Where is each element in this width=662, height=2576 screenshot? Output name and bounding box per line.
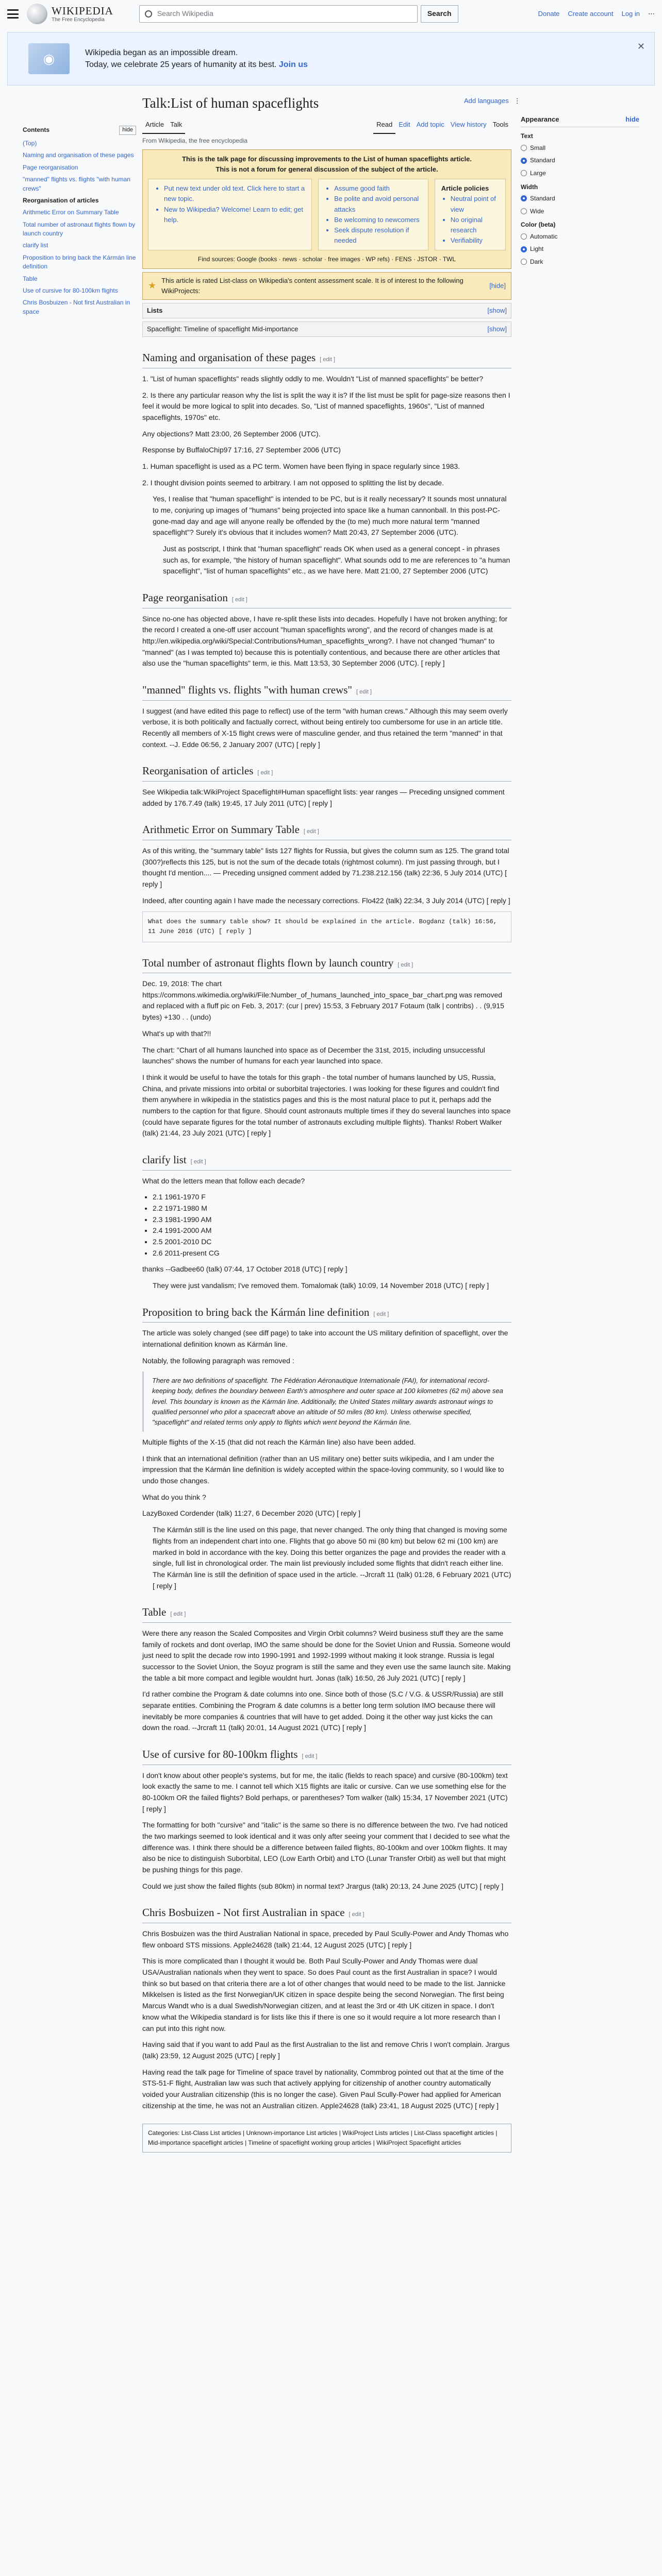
talk-section [142,821,511,942]
talk-section [142,1604,511,1734]
talk-section [142,349,511,577]
color-options [521,232,639,267]
section-edit-link[interactable]: [ edit ] [398,961,413,968]
fundraising-banner [7,32,655,86]
spaceflight-project-label: Spaceflight: Timeline of spaceflight Mid-importance [147,325,299,333]
talk-header-box [142,149,511,269]
talk-section [142,955,511,1139]
search-placeholder: Search Wikipedia [157,9,213,18]
spaceflight-show-link[interactable]: [show] [487,325,507,333]
article-policy-item[interactable]: • Neutral point of view [451,194,499,214]
find-sources-line: Find sources: Google (books · news · scholar · free images · WP refs) · FENS · JSTOR · TWL [197,256,456,263]
banner-image [28,43,70,74]
section-heading-text: "manned" flights vs. flights "with human crews" [142,684,352,697]
toc-item[interactable]: Total number of astronaut flights flown by launch country [23,221,136,238]
toc-item[interactable]: Page reorganisation [23,163,78,171]
toc-item[interactable]: (Top) [23,139,37,147]
page-title: Talk:List of human spaceflights [142,95,319,111]
welcome-box [148,179,312,250]
talk-section [142,1746,511,1892]
section-edit-link[interactable]: [ edit ] [356,689,372,696]
article-policy-item[interactable]: • Verifiability [451,235,499,246]
talk-section [142,1904,511,2111]
search-icon [145,10,152,18]
section-edit-link[interactable]: [ edit ] [303,828,319,835]
comment-paragraph: The article was solely changed (see diff page) to take into account the US military definition of spaceflight, over the international definition known as Kármán line. [142,1329,508,1348]
appearance-header [521,114,639,127]
decade-list-item: • 2.3 1981-1990 AM [153,1214,511,1226]
from-wikipedia-tagline: From Wikipedia, the free encyclopedia [142,137,248,144]
comment-paragraph: Having read the talk page for Timeline of space travel by nationality, Commbrog pointed out that at the time of the STS-51-F flight, Australian law was such that actively applying for citizenship of another country automatically voided your Australian citizenship (this is no longer the case). Given Paul Scully-Power had applied for American citizenship at the time, he was not an Australian citizen. Apple24628 (talk) 23:41, 18 August 2025 (UTC) [ reply ] [142,2067,504,2110]
section-heading [142,1746,511,1765]
comment-paragraph: The formatting for both "cursive" and "italic" is the same so there is no difference between the two. I've had noticed the two markings seemed to look identical and it was only after seeing your comment that I decided to see what the difference was. I think there should be a difference between failed flights, 80-100km and over 100km flights. It may also be nice to distinguish Suborbital, LEO (Low Earth Orbit) and LTO (Lunar Transfer Orbit) as well but that might be pushing things for this page. [142,1821,510,1874]
section-heading-text: Proposition to bring back the Kármán line definition [142,1306,370,1318]
talk-section [142,1304,511,1592]
policy-item[interactable]: • Be welcoming to newcomers [334,215,422,225]
tab-history[interactable]: View history [450,121,487,128]
decade-list-item: • 2.4 1991-2000 AM [153,1225,511,1236]
section-heading-text: Total number of astronaut flights flown by launch country [142,956,394,969]
section-heading-text: clarify list [142,1154,187,1166]
talk-header-line-2: This is not a forum for general discussion of the subject of the article. [216,165,438,174]
banner-join-link[interactable]: Join us [278,60,308,69]
comment-paragraph: Dec. 19, 2018: The chart https://commons.wikimedia.org/wiki/File:Number_of_humans_launched_into_space_bar_chart.png was removed and replaced with a fluff pic on Feb. 3, 2017: (cur | prev) 15:53, 3 February 2017 Fotaum (talk | contribs) . . (9,915 bytes) +130 . . (undo) [142,979,504,1022]
comment-paragraph: I don't know about other people's systems, but for me, the italic (fields to reach space) and cursive (80-100km) text look exactly the same to me. I cannot tell which X15 flights are italic or cursive. Can we use something else for the 80-100km OR the failed flights? Bold perhaps, or parentheses? Tom walker (talk) 15:34, 17 November 2021 (UTC) [ reply ] [142,1771,508,1813]
section-heading-text: Naming and organisation of these pages [142,351,316,364]
comment-paragraph: Since no-one has objected above, I have re-split these lists into decades. Hopefully I have not broken anything; for the record I created a one-off user account "human spaceflights wrong", and the record of changes made is at http://en.wikipedia.org/wiki/Special:Contributions/Human_spaceflights_wrong?. I have not changed "human" to "manned" (as I was tempted to) because this is potentially contentious, and because there are other articles that also use the "human spaceflights" term, ie this. Matt 13:53, 30 September 2006 (UTC). [ reply ] [142,614,508,668]
section-heading-text: Reorganisation of articles [142,765,254,777]
section-heading-text: Use of cursive for 80-100km flights [142,1748,298,1761]
width-options [521,194,639,216]
section-heading [142,1904,511,1923]
spaceflight-project-bar [142,321,511,337]
policy-box [318,179,428,250]
text-size-label: Small [530,144,546,151]
width-radio[interactable] [521,207,639,216]
decade-list [142,1192,511,1259]
radio-dot [521,158,527,164]
table-of-contents [23,126,136,319]
logo-title: WIKIPEDIA [52,4,113,17]
section-edit-link[interactable]: [ edit ] [373,1311,389,1317]
color-radio[interactable] [521,257,639,267]
toc-hide-button[interactable]: hide [119,126,136,135]
banner-line-1: Wikipedia began as an impossible dream. [85,48,238,57]
talk-section [142,1151,511,1292]
talk-header-welcome [148,179,506,250]
comment-paragraph: Indeed, after counting again I have made the necessary corrections. Flo422 (talk) 22:34, 3 July 2014 (UTC) [ reply ] [142,896,510,905]
toc-item[interactable]: Reorganisation of articles [23,196,99,204]
comment-paragraph: I think it would be useful to have the totals for this graph - the total number of humans launched by US, Russia, China, and private missions into orbital or suborbital trajectories. I was looking for these figures and couldn't find them anywhere in wikipedia in the statistics pages and this is the most natural place to put it, perhaps add the numbers to the caption for that figure. Should count astronauts multiple times if they do several launches into space (could have separate figures for the total number of astronauts excluding multiple flights). Thanks! Robert Walker (talk) 21:44, 23 July 2021 (UTC) [ reply ] [142,1073,511,1138]
comment-paragraph: Multiple flights of the X-15 (that did not reach the Kármán line) also have been added. [142,1438,416,1447]
section-heading-text: Chris Bosbuizen - Not first Australian in space [142,1906,345,1919]
comment-paragraph: Any objections? Matt 23:00, 26 September 2006 (UTC). [142,429,321,438]
lists-project-label: Lists [147,307,163,314]
comment-paragraph: 2. I thought division points seemed to arbitrary. I am not opposed to splitting the list by decade. [142,478,444,487]
color-label: Dark [530,258,543,266]
article-policy-list [441,194,499,246]
comment-paragraph: 1. "List of human spaceflights" reads slightly oddly to me. Wouldn't "List of manned spaceflights" be better? [142,374,484,383]
section-heading [142,1604,511,1623]
comment-paragraph: See Wikipedia talk:WikiProject Spaceflight#Human spaceflight lists: year ranges — Preceding unsigned comment added by 176.7.49 (talk) 19:45, 17 July 2011 (UTC) [ reply ] [142,787,505,807]
talk-sections [142,349,511,2111]
main-menu-icon[interactable] [7,9,19,19]
section-heading [142,589,511,608]
radio-dot [521,259,527,265]
section-heading-text: Arithmetic Error on Summary Table [142,823,300,836]
width-radio[interactable] [521,194,639,204]
section-edit-link[interactable]: [ edit ] [320,357,336,363]
comment-paragraph: I'd rather combine the Program & date columns into one. Since both of those (S.C / V.G. & USSR/Russia) are still separate entities. Combining the Program & date columns is a better long term solution IMO because there will inevitably be more companies & countries that will have to get added. Doing it the other way just kicks the can down the road. --Jrcraft 11 (talk) 20:01, 14 August 2021 (UTC) [ reply ] [142,1690,504,1732]
lists-show-link[interactable]: [show] [487,307,507,314]
toc-list [23,139,136,316]
comment-paragraph: Having said that if you want to add Paul as the first Australian to the list and remove Chris I won't complain. Jrargus (talk) 23:59, 12 August 2025 (UTC) [ reply ] [142,2040,510,2060]
section-edit-link[interactable]: [ edit ] [302,1753,318,1760]
toc-item[interactable]: Table [23,275,38,282]
width-label: Standard [530,195,555,202]
decade-list-item: • 2.1 1961-1970 F [153,1192,511,1203]
decade-list-item: • 2.2 1971-1980 M [153,1203,511,1214]
section-heading [142,821,511,840]
policy-item[interactable]: • Be polite and avoid personal attacks [334,194,422,214]
page-tabs [142,116,511,134]
toc-item[interactable]: Arithmetic Error on Summary Table [23,209,119,216]
radio-dot [521,170,527,176]
wikiproject-box [142,272,511,300]
comment-paragraph: They were just vandalism; I've removed them. Tomalomak (talk) 10:09, 14 November 2018 (UTC) [ reply ] [153,1281,489,1290]
tab-talk[interactable]: Talk [167,116,185,134]
color-radio[interactable] [521,244,639,254]
title-more-icon[interactable]: ⋮ [514,97,521,105]
color-radio[interactable] [521,232,639,242]
welcome-item[interactable]: • New to Wikipedia? Welcome! Learn to edit; get help. [164,205,305,225]
tabs-spacer [185,116,373,134]
logo-tagline: The Free Encyclopedia [52,17,105,23]
title-tools [464,96,521,106]
tab-article[interactable]: Article [142,116,167,134]
tab-read[interactable]: Read [373,116,395,134]
lists-project-bar [142,303,511,318]
toc-item[interactable]: clarify list [23,242,48,249]
personal-tools [538,9,655,19]
comment-paragraph: 2. Is there any particular reason why the list is split the way it is? If the list must be split for page-size reasons then I feel it would be more logical to split into decades. So, "List of manned spaceflights, 1960s", "List of manned spaceflights, 1970s" etc. [142,391,510,421]
appearance-hide-button[interactable]: hide [625,115,639,123]
section-heading [142,349,511,368]
comment-paragraph: Were there any reason the Scaled Composites and Virgin Orbit columns? Weird business stuff they are the same family of rockets and dont overlap, IMO the same should be done for the Soviet Union and Russia. Someone would just need to split the decade row into 1990-1991 and 1992-1999 without making it look strange. Russia is legal successor to the Soviet Union, the Soyuz program is still the same and they even use the same launch site. Making the table a bit more compact and legible wouldnt hurt. Jonas (talk) 16:50, 26 July 2021 (UTC) [ reply ] [142,1629,511,1682]
toc-title: Contents [23,126,49,133]
width-label: Wide [530,207,544,215]
text-size-radio[interactable] [521,168,639,178]
indented-reply: Just as postscript, I think that "human spaceflight" reads OK when used as a general concept - in phrases such as, for example, "the history of human spaceflight". What sounds odd to me are references to "a human spaceflight", "list of human spaceflights" etc., as we have here. Matt 21:00, 27 September 2006 (UTC) [163,545,510,575]
wikipedia-wordmark[interactable] [52,5,113,23]
radio-dot [521,246,527,252]
welcome-list [155,183,305,225]
donate-link[interactable]: Donate [538,9,560,18]
radio-dot [521,233,527,240]
appearance-panel [521,114,639,270]
radio-dot [521,145,527,151]
radio-dot [521,195,527,201]
close-icon[interactable]: ✕ [637,41,645,52]
policy-list [325,183,422,246]
site-header [0,0,662,28]
toc-item[interactable]: Chris Bosbuizen - Not first Australian in space [23,299,130,315]
section-heading [142,1304,511,1323]
section-edit-link[interactable]: [ edit ] [349,1911,365,1918]
talk-header-line-1: This is the talk page for discussing improvements to the List of human spaceflights article. [181,155,472,163]
add-languages-button[interactable]: Add languages [464,97,509,105]
article-policies-label: Article policies [441,184,489,193]
section-edit-link[interactable]: [ edit ] [231,597,247,603]
banner-line-2: Today, we celebrate 25 years of humanity at its best. [85,60,277,69]
indented-reply: Yes, I realise that "human spaceflight" is intended to be PC, but is it really necessary? It sounds most unnatural to me, conjuring up images of "humans" being projected into space like a human cannonball. In this post-PC-gone-mad day and age will anyone really be offended by the (to me) much more natural term "manned spaceflight"? Surely it's obvious that it includes women? Matt 20:43, 27 September 2006 (UTC). [153,495,507,537]
article-policies-box [435,179,506,250]
comment-paragraph: 1. Human spaceflight is used as a PC term. Women have been flying in space regularly since 1983. [142,462,460,470]
comment-paragraph: What's up with that?!! [142,1029,211,1038]
category-links[interactable]: Categories: List-Class List articles | Unknown-importance List articles | WikiProject Lists articles | List-Class spaceflight articles | Mid-importance spaceflight articles | Timeline of spaceflight working group articles | WikiProject Spaceflight articles [142,2124,511,2152]
tab-edit[interactable]: Edit [399,121,410,128]
text-size-radio[interactable] [521,156,639,165]
create-account-link[interactable]: Create account [568,9,614,18]
tab-add-topic[interactable]: Add topic [416,121,444,128]
text-size-label: Large [530,169,546,177]
toc-header [23,126,136,135]
banner-text [85,47,308,71]
appearance-title: Appearance [521,115,559,123]
section-heading [142,682,511,701]
comment-paragraph: The Kármán still is the line used on this page, that never changed. The only thing that changed is moving some flights from an independent chart into one. Flights that go above 50 mi (80 km) but below 62 mi (100 km) are marked in bold in accordance with the key. Doing this better organizes the page and provides the reader with a single, full list in chronological order. The main list previously included some flights that didn't reach either line. The Kármán line is still the definition of space used in the article. --Jrcraft 11 (talk) 01:28, 6 February 2021 (UTC) [ reply ] [153,1526,511,1590]
policy-item[interactable]: • Assume good faith [334,183,422,194]
comment-paragraph: I think that an international definition (rather than an US military one) better suits wikipedia, and I am under the impression that the Kármán line definition is widely accepted within the space-loving community, so I would like to undo those changes. [142,1454,504,1485]
code-comment: What does the summary table show? It should be explained in the article. Bogdanz (talk) 16:56, 11 June 2016 (UTC) [ reply ] [142,911,511,942]
welcome-item[interactable]: • Put new text under old text. Click here to start a new topic. [164,183,305,204]
text-size-label: Text [521,132,533,140]
toc-item[interactable]: Use of cursive for 80-100km flights [23,287,118,295]
section-heading [142,955,511,974]
main-content [142,149,511,2153]
talk-section [142,762,511,809]
article-policy-item[interactable]: • No original research [451,215,499,235]
section-heading-text: Page reorganisation [142,591,228,604]
comment-paragraph: Chris Bosbuizen was the third Australian National in space, preceded by Paul Scully-Power and Andy Thomas who flew onboard STS missions. Apple24628 (talk) 21:44, 12 August 2025 (UTC) [ reply ] [142,1929,509,1949]
globe-icon: ◉ [43,50,55,66]
comment-paragraph: The chart: "Chart of all humans launched into space as of December the 31st, 2015, including unsuccessful launches" shows the number of humans for each year launched into space. [142,1045,485,1065]
radio-dot [521,208,527,214]
color-label: Light [530,245,544,253]
comment-paragraph: What do the letters mean that follow each decade? [142,1176,305,1185]
color-label: Color (beta) [521,221,556,229]
wikiproject-text: This article is rated List-class on Wikipedia's content assessment scale. It is of interest to the following WikiProjects: [161,276,464,295]
comment-paragraph: As of this writing, the "summary table" lists 127 flights for Russia, but gives the column sum as 125. The grand total (300?)reflects this 125, but is not the sum of the decade totals (rightmost column). I'm just passing through, but I thought I'd mention.... — Preceding unsigned comment added by 71.238.212.156 (talk) 22:36, 5 July 2014 (UTC) [ reply ] [142,846,509,888]
talk-section [142,682,511,750]
comment-paragraph: What do you think ? [142,1493,206,1501]
section-heading [142,1151,511,1171]
talk-section [142,589,511,669]
section-edit-link[interactable]: [ edit ] [170,1611,186,1618]
wikiproject-hide-link[interactable]: [hide] [489,281,506,290]
toc-item[interactable]: "manned" flights vs. flights "with human crews" [23,176,130,192]
wikipedia-logo-icon[interactable] [27,4,47,24]
toc-item[interactable]: Naming and organisation of these pages [23,151,134,159]
decade-list-item: • 2.5 2001-2010 DC [153,1236,511,1248]
color-label: Automatic [530,232,558,240]
list-class-star-icon: ★ [148,280,157,291]
section-heading-text: Table [142,1606,167,1619]
tab-tools[interactable]: Tools [492,121,508,128]
text-size-label: Standard [530,157,555,164]
comment-paragraph: Response by BuffaloChip97 17:16, 27 September 2006 (UTC) [142,446,341,454]
comment-paragraph: thanks --Gadbee60 (talk) 07:44, 17 October 2018 (UTC) [ reply ] [142,1265,347,1274]
search-input[interactable] [139,5,418,23]
toc-item[interactable]: Proposition to bring back the Kármán line definition [23,253,136,270]
section-edit-link[interactable]: [ edit ] [190,1159,206,1165]
text-size-radio[interactable] [521,143,639,153]
decade-list-item: • 2.6 2011-present CG [153,1248,511,1259]
policy-item[interactable]: • Seek dispute resolution if needed [334,225,422,246]
text-size-options [521,143,639,178]
comment-paragraph: I suggest (and have edited this page to reflect) use of the term "with human crews." Although this may seem overly verbose, it is both politically and factually correct, without being entirely too cumbersome for use in an article title. Recently all members of X-15 flight crews were of masculine gender, and thus retained the term "manned" in that context. --J. Edde 06:56, 2 January 2007 (UTC) [ reply ] [142,706,508,749]
comment-paragraph: This is more complicated than I thought it would be. Both Paul Scully-Power and Andy Thomas were dual USA/Australian nationals when they went to space. So does Paul count as the first Australian in space? I would think so but based on that criteria there are a lot of other changes that would need to be made to the list. Jannicke Mikkelsen is listed as the first Norwegian/UK citizen in space despite being the second Norwegian. The first being Marcus Wandt who is a dual Swedish/Norwegian citizen, and at least the 3rd or 4th UK citizen in space. I don't know what the Wikipedia standard is for lists like this if there is one so it would require a lot more research than I can put into this right now. [142,1957,506,2032]
comment-paragraph: LazyBoxed Cordender (talk) 11:27, 6 December 2020 (UTC) [ reply ] [142,1509,361,1518]
section-edit-link[interactable]: [ edit ] [257,770,273,776]
login-link[interactable]: Log in [621,9,640,18]
width-label: Width [521,183,538,191]
section-heading [142,762,511,782]
comment-paragraph: Notably, the following paragraph was removed : [142,1356,294,1365]
removed-paragraph-quote: There are two definitions of spaceflight. The Fédération Aéronautique Internationale (FAI), for international record-keeping body, defines the boundary between Earth's atmosphere and outer space at 100 kilometres (62 mi) above sea level. This boundary is known as the Kármán line. Additionally, the United States military awards astronaut wings to qualified personnel who pilot a spacecraft above an altitude of 50 miles (80 km). Unless otherwise specified, "spaceflight" and related terms only apply to flights which went beyond the Kármán line. [142,1371,511,1432]
search-button[interactable]: Search [421,5,458,23]
more-options-icon[interactable]: ⋯ [648,9,655,18]
comment-paragraph: Could we just show the failed flights (sub 80km) in normal text? Jrargus (talk) 20:13, 24 June 2025 (UTC) [ reply ] [142,1882,504,1890]
